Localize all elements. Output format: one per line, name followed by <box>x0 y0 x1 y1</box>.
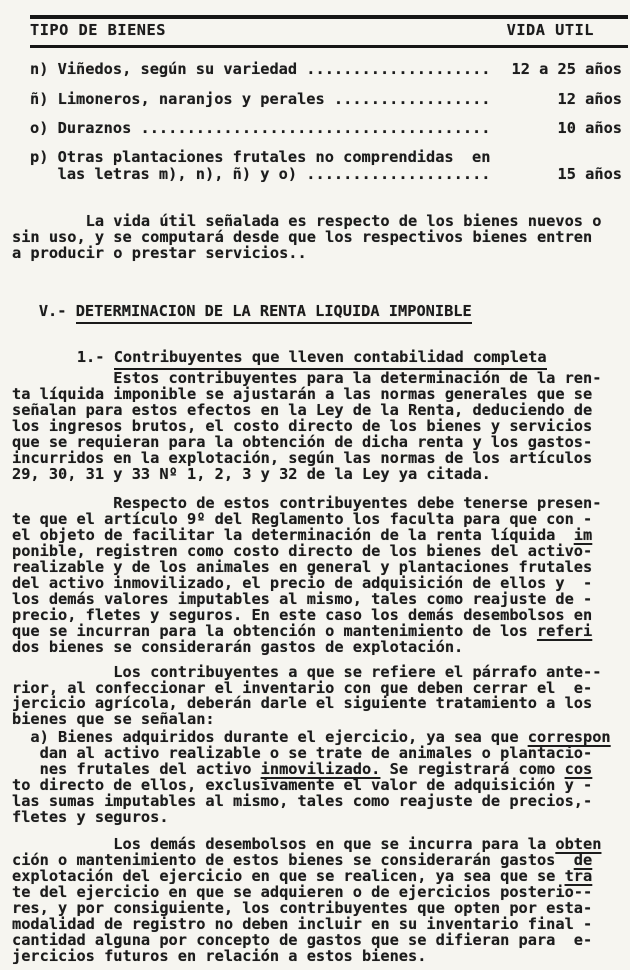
text-line: explotación del ejercicio en que se realicen, ya sea que se tra <box>12 867 593 885</box>
text-line: 29, 30, 31 y 33 Nº 1, 2, 3 y 32 de la Ley ya citada. <box>12 465 491 483</box>
text-line: Respecto de estos contribuyentes debe tenerse presen- <box>12 494 602 512</box>
text-line: señalan para estos efectos en la Ley de la Renta, deduciendo de <box>12 401 593 419</box>
table-row-vinedos <box>30 61 622 77</box>
paragraph-normas-generales <box>12 370 601 482</box>
text-line: a producir o prestar servicios.. <box>12 244 307 262</box>
table-top-rule <box>30 15 628 19</box>
section-title: DETERMINACION DE LA RENTA LIQUIDA IMPONIBLE <box>76 302 472 324</box>
text-line: res, y por consiguiente, los contribuyentes que opten por esta- <box>12 899 593 917</box>
table-row-limoneros <box>30 91 622 107</box>
text-line: dan al activo realizable o se trate de animales o plantacio- <box>12 744 593 762</box>
row-value: 15 años <box>557 165 622 183</box>
section-heading <box>2 287 472 335</box>
row-value: 12 a 25 años <box>511 60 622 78</box>
text-line: ponible, registren como costo directo de los bienes del activo- <box>12 542 593 560</box>
row-label: las letras m), n), ñ) y o) <box>30 165 307 183</box>
subsection-title: Contribuyentes que lleven contabilidad completa <box>114 348 547 370</box>
row-spacer <box>491 61 512 77</box>
section-number: V.- <box>38 302 76 320</box>
text-line: el objeto de facilitar la determinación de la renta líquida im <box>12 526 593 544</box>
table-header-tipo-de-bienes: TIPO DE BIENES <box>30 21 166 39</box>
row-label: o) Duraznos <box>30 119 141 137</box>
row-label: ñ) Limoneros, naranjos y perales <box>30 90 334 108</box>
paragraph-demas-desembolsos <box>12 836 601 964</box>
text-line: precio, fletes y seguros. En este caso los demás desembolsos en <box>12 606 593 624</box>
table-header-vida-util: VIDA UTIL <box>506 21 594 39</box>
dot-leader: ...................................... <box>140 119 491 137</box>
text-line: que se incurran para la obtención o mantenimiento de los referi <box>12 622 593 640</box>
row-label: n) Viñedos, según su variedad <box>30 60 307 78</box>
text-line: rior, al confeccionar el inventario con que deben cerrar el e- <box>12 678 593 697</box>
text-line: ción o mantenimiento de estos bienes se considerarán gastos de <box>12 851 593 869</box>
text-line: modalidad de registro no deben incluir en su inventario final - <box>12 915 593 933</box>
table-header-row <box>30 21 622 39</box>
table-row-otras-plantaciones-line2 <box>30 166 622 182</box>
intro-paragraph <box>12 213 601 261</box>
text-line: ta líquida imponible se ajustarán a las normas generales que se <box>12 385 593 403</box>
text-line: del activo inmovilizado, el precio de adquisición de ellos y - <box>12 574 593 592</box>
text-line: fletes y seguros. <box>12 808 169 826</box>
list-item-a-bienes-adquiridos <box>12 729 611 825</box>
text-line: a) Bienes adquiridos durante el ejercicio, ya sea que correspon <box>12 728 611 746</box>
text-line: cantidad alguna por concepto de gastos que se difieran para e- <box>12 931 593 949</box>
text-line: las sumas imputables al mismo, tales como reajuste de precios,- <box>12 792 593 810</box>
paragraph-inventario <box>12 665 601 727</box>
table-row-otras-plantaciones-line1 <box>30 149 622 165</box>
text-line: to directo de ellos, exclusivamente el valor de adquisición y - <box>12 776 593 794</box>
text-line: incurridos en la explotación, según las normas de los artículos <box>12 449 593 467</box>
dot-leader: .................... <box>306 165 491 183</box>
dot-leader: .................... <box>306 60 491 78</box>
row-value: 10 años <box>557 119 622 137</box>
text-line: te que el artículo 9º del Reglamento los faculta para que con - <box>12 510 593 528</box>
text-line: Estos contribuyentes para la determinación de la ren- <box>12 369 602 387</box>
text-line: Los contribuyentes a que se refiere el párrafo ante-- <box>12 663 602 681</box>
text-line: los ingresos brutos, el costo directo de los bienes y servicios <box>12 417 593 435</box>
dot-leader: ................. <box>333 90 491 108</box>
text-line: que se requieran para la obtención de dicha renta y los gastos- <box>12 433 593 451</box>
text-line: jercicios futuros en relación a estos bienes. <box>12 947 427 965</box>
row-spacer <box>490 91 557 107</box>
table-row-duraznos <box>30 120 622 136</box>
text-line: Los demás desembolsos en que se incurra para la obten <box>12 835 602 853</box>
subsection-number: 1.- <box>76 348 114 366</box>
text-line: te del ejercicio en que se adquieren o de ejercicios posterio-- <box>12 883 593 901</box>
row-spacer <box>491 166 558 182</box>
text-line: dos bienes se considerarán gastos de explotación. <box>12 638 464 656</box>
paragraph-articulo-9 <box>12 495 601 655</box>
text-line: realizable y de los animales en general y plantaciones frutales <box>12 558 593 576</box>
row-value: 12 años <box>557 90 622 108</box>
text-line: sin uso, y se computará desde que los respectivos bienes entren <box>12 228 593 246</box>
text-line: nes frutales del activo inmovilizado. Se registrará como cos <box>12 760 593 778</box>
text-line: bienes que se señalan: <box>12 709 215 728</box>
text-line: La vida útil señalada es respecto de los bienes nuevos o <box>12 212 602 230</box>
row-spacer <box>490 120 557 136</box>
row-label: p) Otras plantaciones frutales no comprendidas en <box>30 148 491 166</box>
text-line: los demás valores imputables al mismo, tales como reajuste de - <box>12 590 593 608</box>
text-line: jercicio agrícola, deberán darle el siguiente tratamiento a los <box>12 694 593 712</box>
table-header-bottom-rule <box>30 45 628 48</box>
